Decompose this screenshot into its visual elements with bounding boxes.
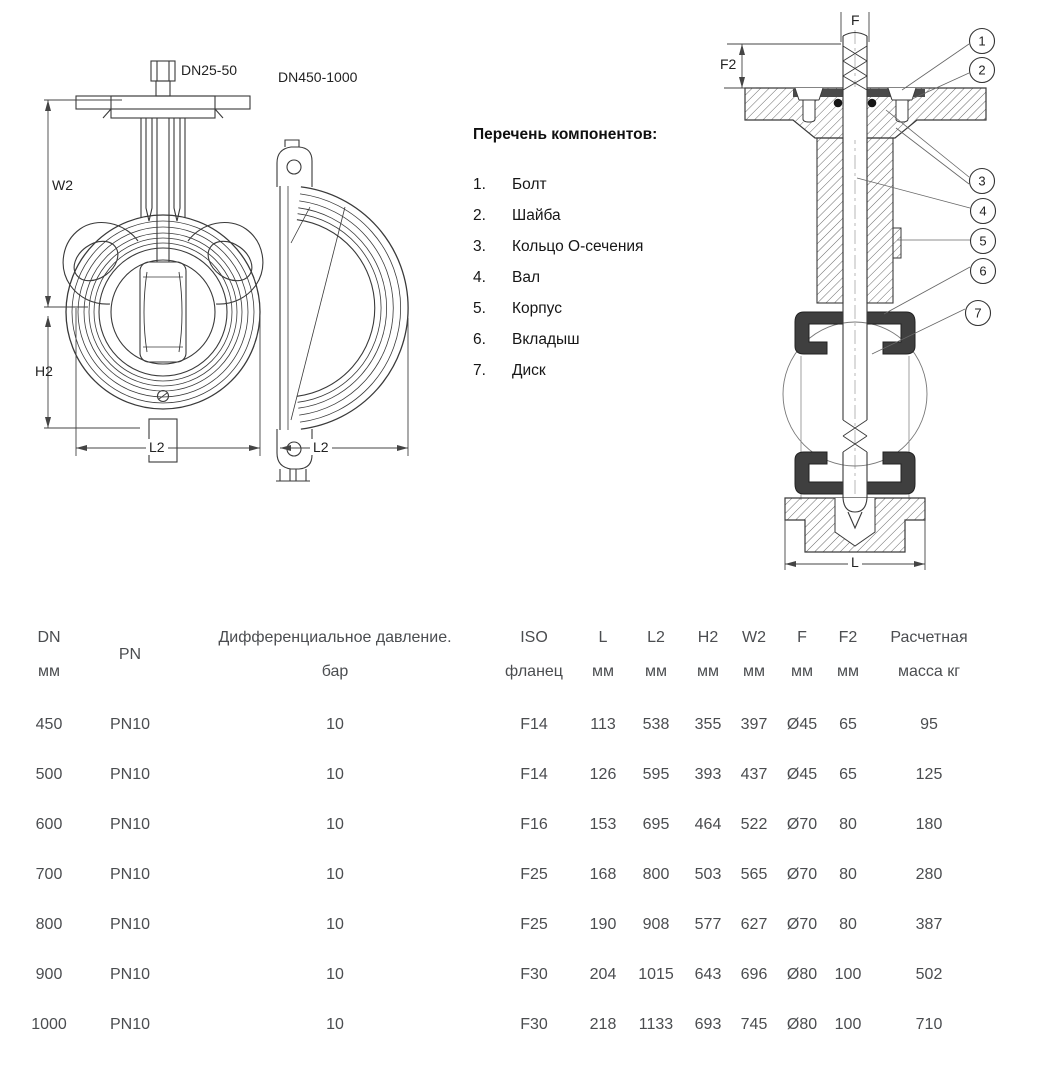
column-header-line1: DN bbox=[37, 629, 61, 646]
table-cell: Ø45 bbox=[786, 716, 818, 733]
column-header-line2: мм bbox=[791, 663, 813, 680]
component-item-name: Болт bbox=[512, 175, 547, 193]
table-cell: 95 bbox=[920, 716, 938, 733]
table-cell: 80 bbox=[839, 866, 857, 883]
column-header-line1: F bbox=[797, 629, 807, 646]
table-cell: 695 bbox=[642, 816, 670, 833]
components-list-title: Перечень компонентов: bbox=[473, 126, 658, 143]
component-item bbox=[473, 324, 723, 355]
table-cell: 10 bbox=[326, 766, 344, 783]
column-header-line1: H2 bbox=[697, 629, 719, 646]
component-item bbox=[473, 262, 723, 293]
side-view-drawing bbox=[276, 140, 408, 481]
table-cell: 168 bbox=[589, 866, 617, 883]
table-cell: 1133 bbox=[638, 1016, 674, 1033]
column-header-line2: мм bbox=[743, 663, 765, 680]
table-cell: 538 bbox=[642, 716, 670, 733]
column-header-line2: мм bbox=[645, 663, 667, 680]
front-view-drawing bbox=[63, 61, 263, 462]
table-cell: Ø70 bbox=[786, 916, 818, 933]
column-header-line1: Расчетная bbox=[890, 629, 968, 646]
callout-number-5: 5 bbox=[979, 233, 987, 249]
table-cell: 437 bbox=[740, 766, 768, 783]
table-cell: 10 bbox=[326, 816, 344, 833]
table-cell: 1015 bbox=[638, 966, 674, 983]
table-row bbox=[18, 850, 990, 900]
column-header-line2: мм bbox=[837, 663, 859, 680]
column-header bbox=[628, 620, 684, 690]
table-cell: F16 bbox=[520, 816, 548, 833]
component-item-number: 4. bbox=[473, 268, 486, 286]
component-item-name: Кольцо О-сечения bbox=[512, 237, 644, 255]
table-cell: 10 bbox=[326, 966, 344, 983]
components-list-items bbox=[473, 169, 723, 386]
table-cell: Ø70 bbox=[786, 816, 818, 833]
component-item-name: Шайба bbox=[512, 206, 561, 224]
component-item-name: Диск bbox=[512, 361, 546, 379]
table-cell: 1000 bbox=[31, 1016, 67, 1033]
column-header-line2: мм bbox=[38, 663, 60, 680]
table-cell: 710 bbox=[915, 1016, 943, 1033]
table-cell: 190 bbox=[589, 916, 617, 933]
column-header-line1: W2 bbox=[742, 629, 766, 646]
dimensions-table-header bbox=[18, 620, 990, 690]
table-cell: 280 bbox=[915, 866, 943, 883]
component-item bbox=[473, 231, 723, 262]
callout-number-2: 2 bbox=[978, 62, 986, 78]
table-cell: F25 bbox=[520, 866, 548, 883]
table-cell: F14 bbox=[520, 716, 548, 733]
column-header-line2: мм bbox=[697, 663, 719, 680]
table-cell: PN10 bbox=[109, 916, 151, 933]
table-cell: 393 bbox=[694, 766, 722, 783]
table-cell: Ø45 bbox=[786, 766, 818, 783]
callout-number-3: 3 bbox=[978, 173, 986, 189]
component-item-number: 6. bbox=[473, 330, 486, 348]
column-header-line2: масса кг bbox=[897, 663, 961, 680]
component-item-number: 2. bbox=[473, 206, 486, 224]
column-header-line1: L2 bbox=[647, 629, 665, 646]
component-item-name: Вкладыш bbox=[512, 330, 580, 348]
section-view-drawing bbox=[724, 12, 996, 570]
column-header-line1: L bbox=[598, 629, 608, 646]
table-cell: Ø80 bbox=[786, 1016, 818, 1033]
table-cell: 387 bbox=[915, 916, 943, 933]
table-cell: 700 bbox=[35, 866, 63, 883]
column-header-line2: бар bbox=[321, 663, 349, 680]
table-cell: 126 bbox=[589, 766, 617, 783]
callout-number-4: 4 bbox=[979, 203, 987, 219]
column-header-line1: ISO bbox=[520, 629, 548, 646]
table-cell: 500 bbox=[35, 766, 63, 783]
table-cell: 65 bbox=[839, 716, 857, 733]
table-cell: 218 bbox=[589, 1016, 617, 1033]
dim-label-f: F bbox=[848, 12, 863, 28]
callout-number-6: 6 bbox=[979, 263, 987, 279]
table-cell: 153 bbox=[589, 816, 617, 833]
column-header-line2: мм bbox=[592, 663, 614, 680]
components-list bbox=[473, 126, 723, 386]
table-cell: 696 bbox=[740, 966, 768, 983]
column-header bbox=[578, 620, 628, 690]
component-item-name: Вал bbox=[512, 268, 541, 286]
dim-label-l2-front: L2 bbox=[146, 439, 168, 455]
table-cell: 125 bbox=[915, 766, 943, 783]
component-item bbox=[473, 200, 723, 231]
column-header-line1: PN bbox=[118, 646, 142, 663]
table-cell: Ø80 bbox=[786, 966, 818, 983]
table-cell: 113 bbox=[590, 716, 616, 733]
dimensions-table-body bbox=[18, 700, 990, 1050]
dim-label-l: L bbox=[848, 554, 862, 570]
table-cell: 900 bbox=[35, 966, 63, 983]
table-cell: 800 bbox=[642, 866, 670, 883]
table-cell: PN10 bbox=[109, 766, 151, 783]
table-cell: F25 bbox=[520, 916, 548, 933]
table-cell: 643 bbox=[694, 966, 722, 983]
component-item-number: 7. bbox=[473, 361, 486, 379]
table-cell: 100 bbox=[834, 966, 862, 983]
table-row bbox=[18, 950, 990, 1000]
table-cell: 600 bbox=[35, 816, 63, 833]
table-cell: 397 bbox=[740, 716, 768, 733]
table-cell: 180 bbox=[915, 816, 943, 833]
component-item bbox=[473, 355, 723, 386]
dim-label-f2: F2 bbox=[717, 56, 739, 72]
callout-number-7: 7 bbox=[974, 305, 982, 321]
table-cell: 595 bbox=[642, 766, 670, 783]
dim-label-w2: W2 bbox=[52, 177, 73, 193]
front-view-size-label: DN25-50 bbox=[181, 62, 238, 78]
table-cell: 10 bbox=[326, 1016, 344, 1033]
table-cell: 464 bbox=[694, 816, 722, 833]
column-header bbox=[776, 620, 828, 690]
column-header bbox=[18, 620, 80, 690]
table-row bbox=[18, 750, 990, 800]
column-header bbox=[490, 620, 578, 690]
table-cell: 565 bbox=[740, 866, 768, 883]
table-row bbox=[18, 800, 990, 850]
side-view-size-label: DN450-1000 bbox=[278, 69, 358, 85]
table-row bbox=[18, 700, 990, 750]
table-cell: 800 bbox=[35, 916, 63, 933]
table-row bbox=[18, 1000, 990, 1050]
table-cell: PN10 bbox=[109, 966, 151, 983]
table-cell: 522 bbox=[740, 816, 768, 833]
table-cell: 577 bbox=[694, 916, 722, 933]
column-header-line1: Дифференциальное давление. bbox=[218, 629, 452, 646]
component-item-number: 5. bbox=[473, 299, 486, 317]
table-cell: PN10 bbox=[109, 716, 151, 733]
table-cell: 10 bbox=[326, 716, 344, 733]
table-cell: 80 bbox=[839, 816, 857, 833]
component-item-name: Корпус bbox=[512, 299, 562, 317]
dimensions-table bbox=[18, 620, 990, 1050]
table-cell: 908 bbox=[642, 916, 670, 933]
column-header bbox=[684, 620, 732, 690]
table-cell: 355 bbox=[694, 716, 722, 733]
component-item-number: 1. bbox=[473, 175, 486, 193]
dim-label-l2-side: L2 bbox=[310, 439, 332, 455]
column-header bbox=[80, 620, 180, 690]
column-header bbox=[868, 620, 990, 690]
table-cell: 745 bbox=[740, 1016, 768, 1033]
table-cell: 65 bbox=[839, 766, 857, 783]
table-cell: Ø70 bbox=[786, 866, 818, 883]
table-cell: F14 bbox=[520, 766, 548, 783]
column-header bbox=[732, 620, 776, 690]
table-cell: PN10 bbox=[109, 1016, 151, 1033]
table-cell: PN10 bbox=[109, 816, 151, 833]
table-cell: 80 bbox=[839, 916, 857, 933]
table-cell: 450 bbox=[35, 716, 63, 733]
table-cell: 100 bbox=[834, 1016, 862, 1033]
column-header bbox=[180, 620, 490, 690]
dim-label-h2: H2 bbox=[35, 363, 53, 379]
table-cell: 627 bbox=[740, 916, 768, 933]
callout-number-1: 1 bbox=[978, 33, 986, 49]
table-row bbox=[18, 900, 990, 950]
component-item-number: 3. bbox=[473, 237, 486, 255]
column-header-line1: F2 bbox=[838, 629, 858, 646]
table-cell: 10 bbox=[326, 916, 344, 933]
table-cell: 503 bbox=[694, 866, 722, 883]
table-cell: 502 bbox=[915, 966, 943, 983]
table-cell: 10 bbox=[326, 866, 344, 883]
column-header bbox=[828, 620, 868, 690]
table-cell: 204 bbox=[589, 966, 617, 983]
table-cell: F30 bbox=[520, 1016, 548, 1033]
table-cell: F30 bbox=[520, 966, 548, 983]
table-cell: 693 bbox=[694, 1016, 722, 1033]
table-cell: PN10 bbox=[109, 866, 151, 883]
column-header-line2: фланец bbox=[505, 663, 563, 680]
component-item bbox=[473, 293, 723, 324]
component-item bbox=[473, 169, 723, 200]
